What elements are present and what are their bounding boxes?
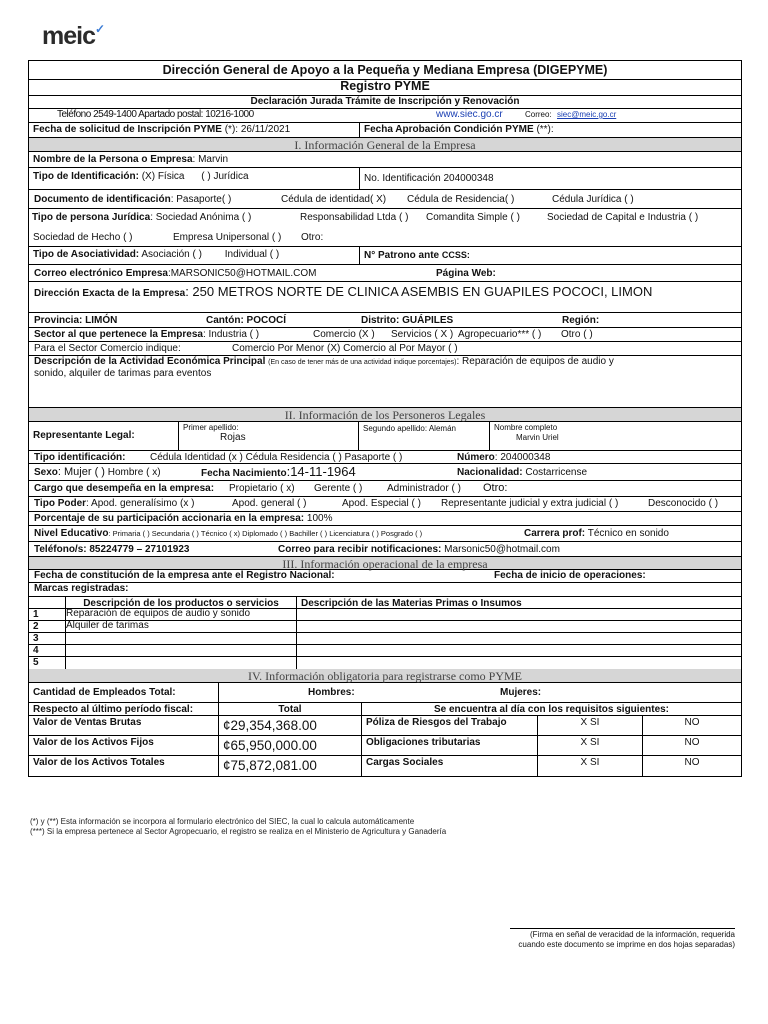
products-table-body: [29, 609, 741, 669]
address-value: : 250 METROS NORTE DE CLINICA ASEMBIS EN GUAPILES POCOCI, LIMON: [185, 284, 653, 299]
poder-general[interactable]: Apod. general ( ): [232, 498, 307, 509]
product-row-number: 3: [33, 633, 39, 644]
request-date-cell: [29, 123, 359, 137]
approval-date-mark: (**):: [536, 124, 554, 135]
asociatividad-row: [29, 247, 741, 265]
periodo-row: [29, 703, 741, 716]
meic-logo: meic✓: [42, 22, 105, 50]
poder-judicial[interactable]: Representante judicial y extra judicial ( ): [441, 498, 619, 509]
marcas-label: Marcas registradas:: [34, 583, 129, 594]
actividad-note: (En caso de tener más de una actividad indique porcentajes): [268, 359, 457, 366]
rep-numero-label: Número: [457, 452, 495, 463]
nacimiento-wrap: [201, 464, 356, 479]
nacionalidad-wrap: [457, 467, 587, 478]
doc-id-label: Documento de identificación: [34, 194, 171, 205]
cargo-label: Cargo que desempeña en la empresa:: [34, 483, 215, 494]
sector-comercio[interactable]: Comercio (X ): [313, 329, 375, 340]
poder-wrap: [34, 498, 194, 509]
address-wrap: [34, 284, 652, 299]
tp-responsabilidad-ltda[interactable]: Responsabilidad Ltda ( ): [300, 212, 409, 223]
col-productos-header: Descripción de los productos o servicios: [65, 597, 296, 608]
carrera-value: Técnico en sonido: [587, 528, 669, 539]
col-materias-header: Descripción de las Materias Primas o Insumos: [296, 597, 741, 608]
actividad-line-1: [34, 356, 614, 367]
primer-apellido-value: Rojas: [220, 432, 246, 443]
office-phone: Teléfono 2549-1400 Apartado postal: 10216-1000: [57, 109, 254, 120]
comercio-row: [29, 342, 741, 356]
rep-numero-value: : 204000348: [494, 452, 551, 463]
nombre-completo-cell: [489, 422, 741, 450]
requisito-label: Obligaciones tributarias: [361, 736, 537, 755]
sector-industria[interactable]: : Industria ( ): [202, 329, 260, 340]
nivel-label: Nivel Educativo: [34, 528, 109, 539]
id-type-fisica[interactable]: (X) Física: [141, 171, 185, 182]
asoc-asociacion[interactable]: Asociación ( ): [141, 249, 202, 260]
requisito-si[interactable]: X SI: [537, 756, 642, 776]
section-2-header: [29, 408, 741, 422]
telefonos-row: [29, 542, 741, 557]
carrera-label: Carrera prof:: [524, 528, 586, 539]
product-description: Reparación de equipos de audio y sonido: [65, 607, 296, 620]
requisito-si[interactable]: X SI: [537, 716, 642, 735]
asociatividad-label: Tipo de Asociatividad:: [33, 249, 140, 260]
porcentaje-value: 100%: [306, 513, 333, 524]
tp-sociedad-anonima[interactable]: : Sociedad Anónima ( ): [150, 212, 252, 223]
product-description: [65, 655, 296, 669]
patrono-ccss: CCSS:: [441, 250, 470, 260]
nivel-options[interactable]: : Primaria ( ) Secundaria ( ) Técnico ( x) Diplomado ( ) Bachiller ( ) Licenciatura ( ) Posgrado ( ): [108, 529, 423, 538]
fiscal-row: [29, 756, 741, 776]
poder-generalisimo[interactable]: : Apod. generalísimo (x ): [86, 498, 195, 509]
address-row: [29, 282, 741, 313]
requisitos-label: Se encuentra al día con los requisitos siguientes:: [361, 703, 741, 715]
doc-id-row: [29, 190, 741, 209]
id-type-label: Tipo de Identificación:: [33, 171, 139, 182]
nivel-row: [29, 526, 741, 542]
cargo-gerente[interactable]: Gerente ( ): [314, 483, 363, 494]
company-email-label: Correo electrónico Empresa: [34, 268, 168, 279]
poder-desconocido[interactable]: Desconocido ( ): [648, 498, 719, 509]
telefonos-label: Teléfono/s:: [34, 544, 87, 555]
asociatividad-cell: [29, 247, 359, 264]
cargo-propietario[interactable]: Propietario ( x): [229, 483, 295, 494]
company-name-cell: [29, 152, 741, 167]
actividad-row: [29, 356, 741, 408]
patrono-label: N° Patrono ante: [364, 250, 440, 261]
materia-description: [296, 633, 741, 644]
fiscal-value: ¢29,354,368.00: [218, 716, 361, 735]
constitucion-label: Fecha de constitución de la empresa ante el Registro Nacional:: [34, 570, 335, 581]
tp-otro[interactable]: Otro:: [301, 232, 324, 243]
sexo-mujer[interactable]: : Mujer ( ): [57, 466, 105, 478]
tp-comandita-simple[interactable]: Comandita Simple ( ): [426, 212, 520, 223]
poder-label: Tipo Poder: [34, 498, 87, 509]
inicio-operaciones-label: Fecha de inicio de operaciones:: [494, 570, 646, 581]
signature-note-2: cuando este documento se imprime en dos hojas separadas): [518, 940, 735, 949]
empleados-total-cell: [218, 683, 298, 702]
nacimiento-value: :14-11-1964: [286, 464, 356, 479]
section-2-title: II. Información de los Personeros Legales: [284, 408, 486, 422]
requisito-si[interactable]: X SI: [537, 736, 642, 755]
dates-row: [29, 123, 741, 138]
form-subtitle: Registro PYME: [340, 79, 430, 93]
section-3-title: III. Información operacional de la empresa: [282, 557, 488, 571]
fiscal-row: [29, 716, 741, 736]
region: Región:: [562, 315, 600, 326]
segundo-apellido-cell: [358, 422, 489, 450]
company-name-label: Nombre de la Persona o Empresa: [33, 154, 193, 165]
product-description: Alquiler de tarimas: [65, 619, 296, 632]
rep-legal-label: Representante Legal:: [33, 430, 135, 441]
fiscal-label: Valor de los Activos Totales: [33, 757, 165, 768]
tp-sociedad-hecho[interactable]: Sociedad de Hecho ( ): [33, 232, 133, 243]
tp-capital-industria[interactable]: Sociedad de Capital e Industria ( ): [547, 212, 699, 223]
tipo-persona-label: Tipo de persona Jurídica: [32, 212, 151, 223]
approval-date-label: Fecha Aprobación Condición PYME: [364, 124, 534, 135]
name-row: [29, 152, 741, 168]
requisito-no[interactable]: NO: [642, 736, 741, 755]
empleados-label: Cantidad de Empleados Total:: [33, 687, 176, 698]
doc-cedula-identidad[interactable]: Cédula de identidad( X): [281, 194, 387, 205]
rep-numero-wrap: [457, 452, 550, 463]
sector-otro[interactable]: Otro ( ): [561, 329, 593, 340]
contact-email-label: Correo:: [525, 110, 552, 119]
materia-description: [296, 645, 741, 656]
telefonos-value: 85224779 – 27101923: [89, 544, 190, 555]
porcentaje-row: [29, 512, 741, 526]
web-wrap: [436, 268, 496, 279]
segundo-apellido-label: Segundo apellido: Alemán: [363, 424, 456, 433]
contact-row: [29, 109, 741, 123]
fiscal-label: Valor de los Activos Fijos: [33, 737, 154, 748]
signature-note: [495, 930, 735, 950]
section-1-header: [29, 138, 741, 152]
porcentaje-wrap: [34, 513, 332, 524]
asoc-individual[interactable]: Individual ( ): [224, 249, 280, 260]
id-number-label: No. Identificación: [364, 173, 441, 184]
form-subtitle-row: [29, 80, 741, 96]
fiscal-table-body: [29, 716, 741, 776]
tipo-id-row: [29, 451, 741, 464]
fiscal-value: ¢65,950,000.00: [218, 736, 361, 755]
actividad-label: Descripción de la Actividad Económica Principal: [34, 356, 266, 367]
poder-especial[interactable]: Apod. Especial ( ): [342, 498, 421, 509]
doc-id-label-wrap: [34, 194, 231, 205]
nacionalidad-label: Nacionalidad:: [457, 467, 523, 478]
doc-cedula-juridica[interactable]: Cédula Jurídica ( ): [552, 194, 634, 205]
tp-empresa-unipersonal[interactable]: Empresa Unipersonal ( ): [173, 232, 282, 243]
id-number-cell: [359, 168, 741, 189]
sexo-hombre[interactable]: Hombre ( x): [107, 467, 161, 478]
nacimiento-label: Fecha Nacimiento: [201, 468, 287, 479]
sexo-wrap: [34, 466, 161, 478]
location-row: [29, 313, 741, 328]
doc-cedula-residencia[interactable]: Cédula de Residencia( ): [407, 194, 515, 205]
declaration-text: Declaración Jurada Trámite de Inscripción y Renovación: [250, 96, 520, 107]
primer-apellido-label: Primer apellido:: [183, 423, 239, 432]
fiscal-row: [29, 736, 741, 756]
id-number-value: 204000348: [443, 173, 494, 184]
tipo-persona-first: [32, 212, 251, 223]
empleados-row: [29, 683, 741, 703]
request-date-value: 26/11/2021: [240, 124, 291, 135]
company-email-wrap: [34, 268, 316, 279]
company-name-value: : Marvin: [192, 154, 229, 165]
cargo-otro[interactable]: Otro:: [483, 482, 508, 494]
poder-row: [29, 497, 741, 512]
nombre-completo-label: Nombre completo: [494, 423, 558, 432]
request-date-mark: (*):: [224, 124, 239, 135]
section-3-header: [29, 557, 741, 570]
siec-email-link[interactable]: siec@meic.go.cr: [557, 110, 617, 119]
comercio-options[interactable]: Comercio Por Menor (X) Comercio al Por Mayor ( ): [232, 343, 458, 354]
fiscal-value: ¢75,872,081.00: [218, 756, 361, 776]
sexo-label: Sexo: [34, 467, 58, 478]
notif-label: Correo para recibir notificaciones:: [278, 544, 442, 555]
request-date-label: Fecha de solicitud de Inscripción PYME: [33, 124, 222, 135]
fiscal-label: Valor de Ventas Brutas: [33, 717, 142, 728]
sector-row: [29, 328, 741, 342]
signature-line: [510, 928, 735, 929]
web-label: Página Web: [436, 268, 493, 279]
section-4-header: [29, 669, 741, 683]
rep-legal-row: [29, 422, 741, 451]
id-type-juridica[interactable]: ( ) Jurídica: [201, 171, 249, 182]
telefonos-wrap: [34, 544, 189, 555]
section-1-title: I. Información General de la Empresa: [294, 138, 476, 152]
signature-note-1: (Firma en señal de veracidad de la información, requerida: [530, 930, 735, 939]
rep-tipo-id-options[interactable]: Cédula Identidad (x ) Cédula Residencia ( ) Pasaporte ( ): [150, 452, 403, 463]
product-row: [29, 657, 741, 669]
porcentaje-label: Porcentaje de su participación accionaria en la empresa:: [34, 513, 305, 524]
nivel-wrap: [34, 528, 422, 539]
id-type-cell: [29, 168, 359, 189]
form-title: Dirección General de Apoyo a la Pequeña y Mediana Empresa (DIGEPYME): [162, 63, 608, 77]
web-colon: :: [492, 268, 496, 279]
company-email-value: :MARSONIC50@HOTMAIL.COM: [167, 268, 317, 279]
requisito-no[interactable]: NO: [642, 756, 741, 776]
constitucion-row: [29, 570, 741, 583]
footnote-1: (*) y (**) Esta información se incorpora al formulario electrónico del SIEC, la cual lo calcula automáticamente: [30, 817, 415, 826]
nacionalidad-value: Costarricense: [525, 467, 588, 478]
primer-apellido-cell: [178, 422, 358, 450]
address-label: Dirección Exacta de la Empresa: [34, 288, 186, 299]
footnote-2: (***) Si la empresa pertenece al Sector Agropecuario, el registro se realiza en el Ministerio de Agricultura y Ganadería: [30, 827, 447, 836]
rep-tipo-id-label: Tipo identificación:: [34, 452, 126, 463]
requisito-no[interactable]: NO: [642, 716, 741, 735]
requisito-label: Póliza de Riesgos del Trabajo: [361, 716, 537, 735]
product-row-number: 4: [33, 645, 39, 656]
product-row-number: 1: [33, 609, 39, 620]
sector-agropecuario[interactable]: Agropecuario*** ( ): [458, 329, 542, 340]
mujeres-label: Mujeres:: [500, 687, 542, 698]
sector-servicios[interactable]: Servicios ( X ): [391, 329, 454, 340]
declaration-row: [29, 96, 741, 109]
registro-pyme-form: [28, 60, 742, 777]
carrera-wrap: [524, 528, 669, 539]
product-row-number: 5: [33, 657, 39, 668]
canton: Cantón: POCOCÍ: [206, 315, 286, 326]
hombres-label: Hombres:: [308, 687, 355, 698]
email-row: [29, 265, 741, 282]
sector-label: Sector al que pertenece la Empresa: [34, 329, 203, 340]
requisito-label: Cargas Sociales: [361, 756, 537, 776]
comercio-label: Para el Sector Comercio indique:: [34, 343, 181, 354]
doc-pasaporte[interactable]: : Pasaporte( ): [170, 194, 232, 205]
materia-description: [296, 657, 741, 669]
section-4-title: IV. Información obligatoria para registrarse como PYME: [247, 669, 523, 683]
distrito: Distrito: GUÁPILES: [361, 315, 454, 326]
materia-description: [296, 609, 741, 620]
patrono-cell: [359, 247, 741, 264]
notif-value: Marsonic50@hotmail.com: [444, 544, 560, 555]
total-label: Total: [218, 703, 361, 715]
actividad-value-2: sonido, alquiler de tarimas para eventos: [34, 368, 212, 379]
provincia: Provincia: LIMÓN: [34, 315, 118, 326]
marcas-row: [29, 583, 741, 596]
actividad-value-1: : Reparación de equipos de audio y: [456, 356, 614, 367]
sector-wrap: [34, 329, 259, 340]
product-row-number: 2: [33, 621, 39, 632]
products-header-num: [29, 597, 65, 608]
siec-website-link[interactable]: www.siec.go.cr: [436, 109, 503, 120]
periodo-label: Respecto al último período fiscal:: [33, 704, 194, 715]
cargo-administrador[interactable]: Administrador ( ): [387, 483, 461, 494]
logo-swoosh-icon: ✓: [94, 22, 105, 36]
cargo-row: [29, 481, 741, 497]
notif-wrap: [278, 544, 560, 555]
tipo-persona-row: [29, 209, 741, 247]
nombre-completo-value: Marvin Uriel: [516, 433, 559, 442]
approval-date-cell: [359, 123, 741, 137]
id-type-row: [29, 168, 741, 190]
materia-description: [296, 621, 741, 632]
sexo-row: [29, 464, 741, 481]
